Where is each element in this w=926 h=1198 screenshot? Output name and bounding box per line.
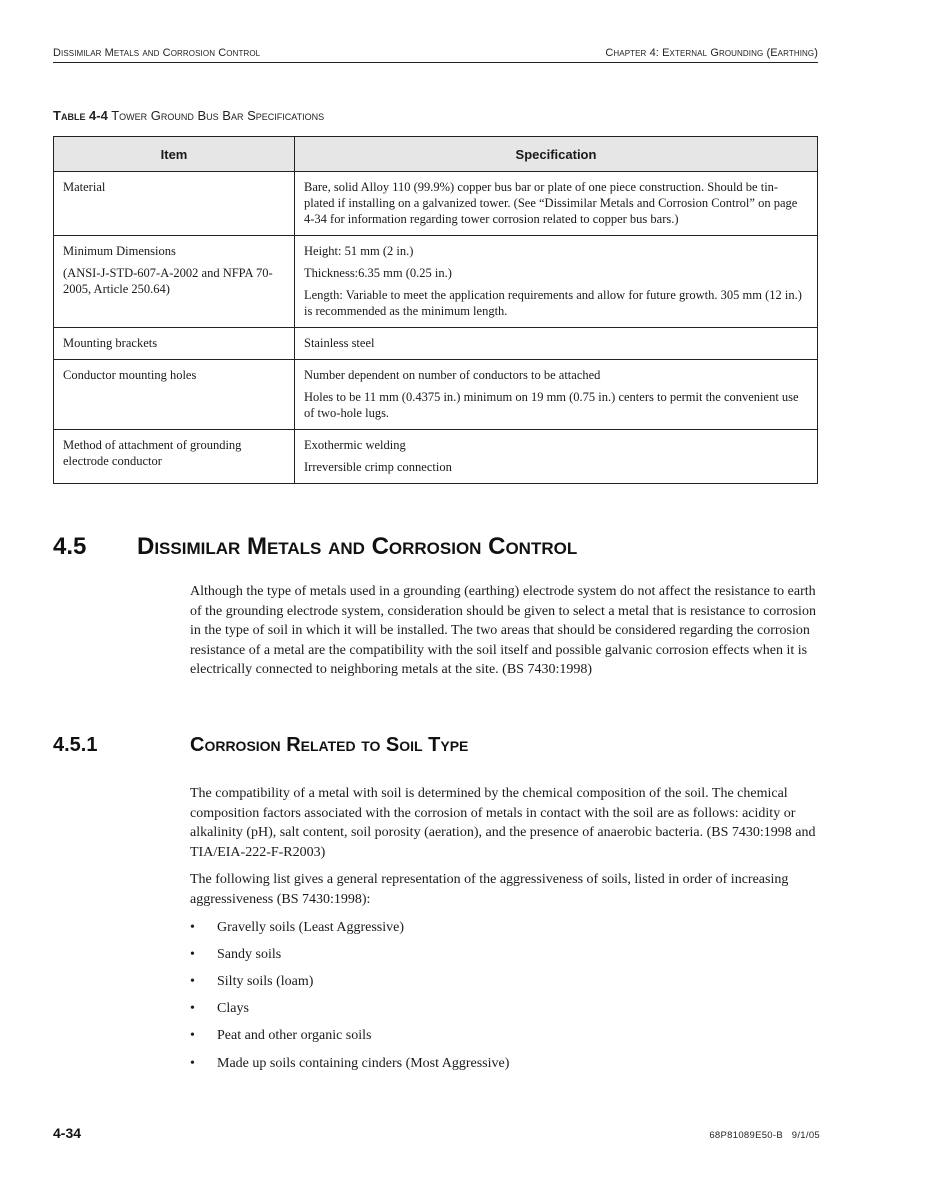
section-title: Dissimilar Metals and Corrosion Control [137, 533, 578, 560]
list-item: • Gravelly soils (Least Aggressive) [190, 918, 820, 945]
running-header [53, 46, 818, 63]
table-caption-label: Table 4-4 [53, 108, 108, 123]
table-cell-spec: Exothermic welding Irreversible crimp connection [295, 430, 818, 484]
subsection-number: 4.5.1 [53, 734, 98, 756]
list-item: • Clays [190, 999, 820, 1026]
subsection-title: Corrosion Related to Soil Type [190, 734, 469, 756]
table-cell-item: Conductor mounting holes [54, 360, 295, 430]
table-cell-item: Minimum Dimensions (ANSI-J-STD-607-A-2002 and NFPA 70-2005, Article 250.64) [54, 236, 295, 328]
subsection-body [190, 784, 820, 1081]
table-caption-title: Tower Ground Bus Bar Specifications [111, 108, 325, 123]
table-row [54, 236, 818, 328]
table-cell-spec: Number dependent on number of conductors to be attached Holes to be 11 mm (0.4375 in.) minimum on 19 mm (0.75 in.) centers to permit the convenient use of two-hole lugs. [295, 360, 818, 430]
header-chapter-title: Chapter 4: External Grounding (Earthing) [605, 47, 818, 59]
table-cell-spec: Bare, solid Alloy 110 (99.9%) copper bus bar or plate of one piece construction. Should be tin-plated if installing on a galvanized tower. (See “Dissimilar Metals and Corrosion Control” on page 4-34 for information regarding tower corrosion related to copper bus bars.) [295, 172, 818, 236]
section-number: 4.5 [53, 533, 87, 560]
table-cell-item: Material [54, 172, 295, 236]
table-cell-spec: Stainless steel [295, 328, 818, 360]
subsection-paragraph-2: The following list gives a general representation of the aggressiveness of soils, listed in order of increasing aggressiveness (BS 7430:1998): [190, 872, 789, 907]
section-paragraph: Although the type of metals used in a grounding (earthing) electrode system do not affect the resistance to earth of the grounding electrode system, consideration should be given to select a metal that is resistance to corrosion in the type of soil in which it will be installed. The two areas that should be considered regarding the corrosion resistance of a metal are the compatibility with the soil itself and possible galvanic corrosion effects when it is electrically connected to neighboring metals at the site. (BS 7430:1998) [190, 584, 816, 678]
page-number: 4-34 [53, 1125, 82, 1141]
list-item: • Silty soils (loam) [190, 972, 820, 999]
list-item: • Sandy soils [190, 945, 820, 972]
subsection-heading [53, 734, 468, 757]
list-item: • Peat and other organic soils [190, 1026, 820, 1053]
table-cell-item: Mounting brackets [54, 328, 295, 360]
section-body [190, 582, 820, 688]
section-heading [53, 533, 577, 561]
column-header-specification: Specification [295, 137, 818, 172]
subsection-paragraph-1: The compatibility of a metal with soil is determined by the chemical composition of the soil. The chemical composition factors associated with the corrosion of metals in contact with the soil are as follows: acidity or alkalinity (pH), salt content, soil porosity (aeration), and the presence of anaerobic bacteria. (BS 7430:1998 and TIA/EIA-222-F-R2003) [190, 786, 816, 860]
table-row [54, 328, 818, 360]
header-section-title: Dissimilar Metals and Corrosion Control [53, 47, 261, 59]
table-row [54, 360, 818, 430]
soil-aggressiveness-list [190, 918, 820, 1081]
table-header-row [54, 137, 818, 172]
table-row [54, 430, 818, 484]
document-id: 68P81089E50-B 9/1/05 [709, 1130, 820, 1141]
column-header-item: Item [54, 137, 295, 172]
list-item: • Made up soils containing cinders (Most Aggressive) [190, 1054, 820, 1081]
table-cell-spec: Height: 51 mm (2 in.) Thickness:6.35 mm (0.25 in.) Length: Variable to meet the application requirements and allow for future growth. 305 mm (12 in.) is recommended as the minimum length. [295, 236, 818, 328]
spec-table [53, 136, 818, 484]
table-row [54, 172, 818, 236]
table-cell-item: Method of attachment of grounding electrode conductor [54, 430, 295, 484]
table-caption [53, 108, 324, 123]
